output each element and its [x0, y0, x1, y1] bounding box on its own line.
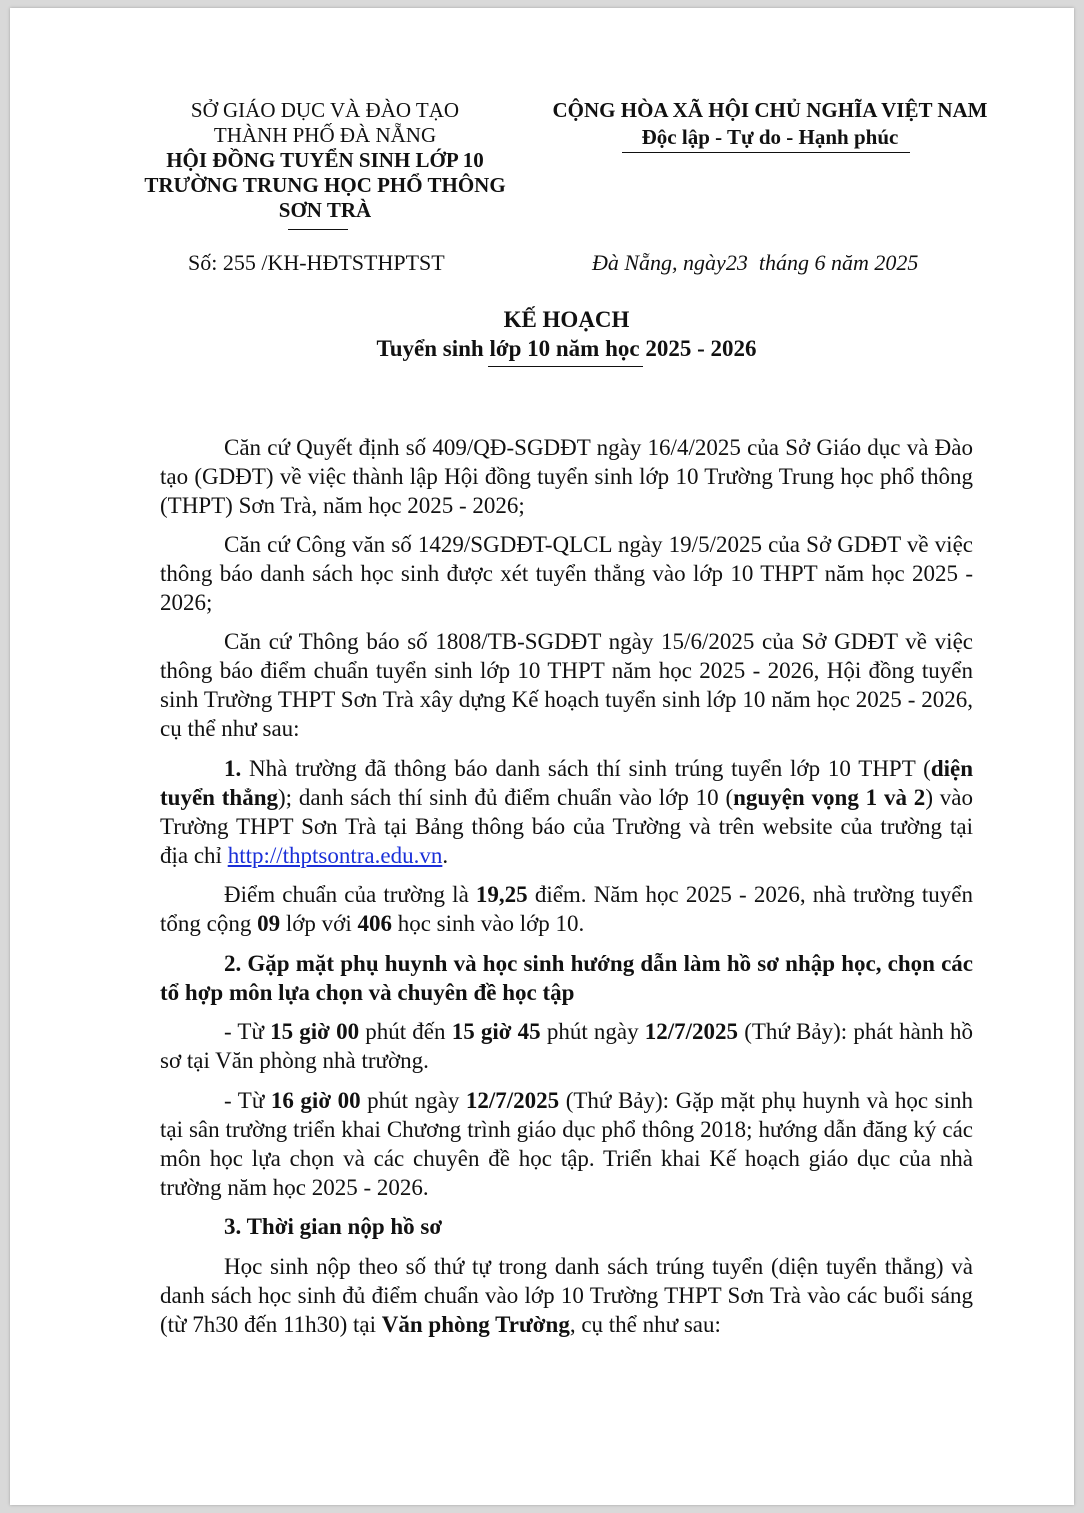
p9-c: , cụ thể như sau:: [569, 1312, 721, 1337]
p9-a: Học sinh nộp theo số thứ tự trong danh sách trúng tuyển (diện tuyển thẳng) và danh sách học sinh đủ điểm chuẩn vào lớp 10 Trường THPT Sơn Trà vào các buổi sáng (từ 7h30 đến 11h30) tại: [160, 1254, 973, 1337]
s1-text-c: ); danh sách thí sinh đủ điểm chuẩn vào lớp 10 (: [278, 785, 734, 810]
section-3-heading: 3. Thời gian nộp hồ sơ: [224, 1214, 443, 1239]
b1-e: phút ngày: [540, 1019, 645, 1044]
class-count: 09: [257, 911, 281, 936]
b2-c: phút ngày: [360, 1088, 466, 1113]
header-left-line1: SỞ GIÁO DỤC VÀ ĐÀO TẠO: [190, 98, 460, 122]
s1-text-f: .: [442, 843, 449, 868]
p5-a: Điểm chuẩn của trường là: [224, 882, 476, 907]
section-2-bullet-1: [160, 1017, 973, 1075]
b1-c: phút đến: [359, 1019, 452, 1044]
header-left-line5: SƠN TRÀ: [278, 198, 372, 222]
document-subtitle: Tuyển sinh lớp 10 năm học 2025 - 2026: [376, 336, 757, 361]
section-2-bullet-2: [160, 1086, 973, 1202]
national-motto: Độc lập - Tự do - Hạnh phúc: [641, 125, 899, 149]
school-website-link[interactable]: http://thptsontra.edu.vn: [227, 843, 443, 868]
header-left-line4: TRƯỜNG TRUNG HỌC PHỔ THÔNG: [144, 173, 506, 197]
national-motto-underline: [622, 152, 910, 153]
header-left-line3: HỘI ĐỒNG TUYỂN SINH LỚP 10: [166, 148, 484, 172]
national-title: CỘNG HÒA XÃ HỘI CHỦ NGHĨA VIỆT NAM: [552, 98, 988, 122]
paragraph-basis-3: [160, 627, 973, 743]
p5-g: học sinh vào lớp 10.: [391, 911, 585, 936]
header-left: [115, 98, 535, 223]
header-right: [535, 98, 1005, 150]
s1-text-d: nguyện vọng 1 và 2: [733, 785, 926, 810]
b2-b: 16 giờ 00: [270, 1088, 361, 1113]
paragraph-basis-1: Căn cứ Quyết định số 409/QĐ-SGDĐT ngày 16/4/2025 của Sở Giáo dục và Đào tạo (GDĐT) về việc thành lập Hội đồng tuyển sinh lớp 10 Trường Trung học phổ thông (THPT) Sơn Trà, năm học 2025 - 2026;: [160, 435, 973, 518]
benchmark-paragraph: [160, 880, 973, 938]
s1-text-a: Nhà trường đã thông báo danh sách thí sinh trúng tuyển lớp 10 THPT (: [241, 756, 931, 781]
b1-a: - Từ: [224, 1019, 271, 1044]
document-title: KẾ HOẠCH: [503, 307, 630, 332]
document-date: Đà Nẵng, ngày23 tháng 6 năm 2025: [592, 250, 919, 275]
b2-a: - Từ: [224, 1088, 271, 1113]
paragraph-basis-3-text: Căn cứ Thông báo số 1808/TB-SGDĐT ngày 15/6/2025 của Sở GDĐT về việc thông báo điểm chuẩn tuyển sinh lớp 10 THPT năm học 2025 - 2026, Hội đồng tuyển sinh Trường THPT Sơn Trà xây dựng Kế hoạch tuyển sinh lớp 10 năm học 2025 - 2026, cụ thể như sau:: [160, 629, 973, 741]
paragraph-basis-2: Căn cứ Công văn số 1429/SGDĐT-QLCL ngày 19/5/2025 của Sở GDĐT về việc thông báo danh sách học sinh được xét tuyển thẳng vào lớp 10 THPT năm học 2025 - 2026;: [160, 532, 973, 615]
section-2-heading: 2. Gặp mặt phụ huynh và học sinh hướng dẫn làm hồ sơ nhập học, chọn các tổ hợp môn lựa chọn và chuyên đề học tập: [160, 951, 973, 1005]
b1-f: 12/7/2025: [644, 1019, 739, 1044]
student-count: 406: [357, 911, 392, 936]
p5-c: điểm. Năm học 2025 - 2026, nhà trường tuyển tổng cộng: [160, 882, 973, 936]
b1-g: (Thứ Bảy): phát hành hồ sơ tại Văn phòng nhà trường.: [160, 1019, 973, 1073]
b1-b: 15 giờ 00: [270, 1019, 360, 1044]
s1-text-b: diện tuyển thẳng: [160, 756, 973, 810]
p5-e: lớp với: [280, 911, 358, 936]
section-1-paragraph: [160, 754, 973, 870]
header-left-line2: THÀNH PHỐ ĐÀ NẴNG: [213, 123, 437, 147]
document-page: [10, 8, 1074, 1505]
title-underline: [488, 366, 643, 367]
section-1-number: 1.: [224, 756, 242, 781]
document-number: Số: 255 /KH-HĐTSTHPTST: [188, 250, 445, 275]
s1-text-e: ) vào Trường THPT Sơn Trà tại Bảng thông báo của Trường và trên website của trường tại địa chỉ: [160, 785, 974, 868]
b1-d: 15 giờ 45: [451, 1019, 541, 1044]
b2-e: (Thứ Bảy): Gặp mặt phụ huynh và học sinh tại sân trường triển khai Chương trình giáo dục phổ thông 2018; hướng dẫn đăng ký các môn học lựa chọn và các chuyên đề học tập. Triển khai Kế hoạch giáo dục của nhà trường năm học 2025 - 2026.: [160, 1088, 973, 1200]
benchmark-score: 19,25: [475, 882, 528, 907]
header-left-underline: [288, 229, 348, 230]
b2-d: 12/7/2025: [465, 1088, 560, 1113]
section-3-paragraph: [160, 1252, 973, 1339]
p9-b: Văn phòng Trường: [381, 1312, 570, 1337]
